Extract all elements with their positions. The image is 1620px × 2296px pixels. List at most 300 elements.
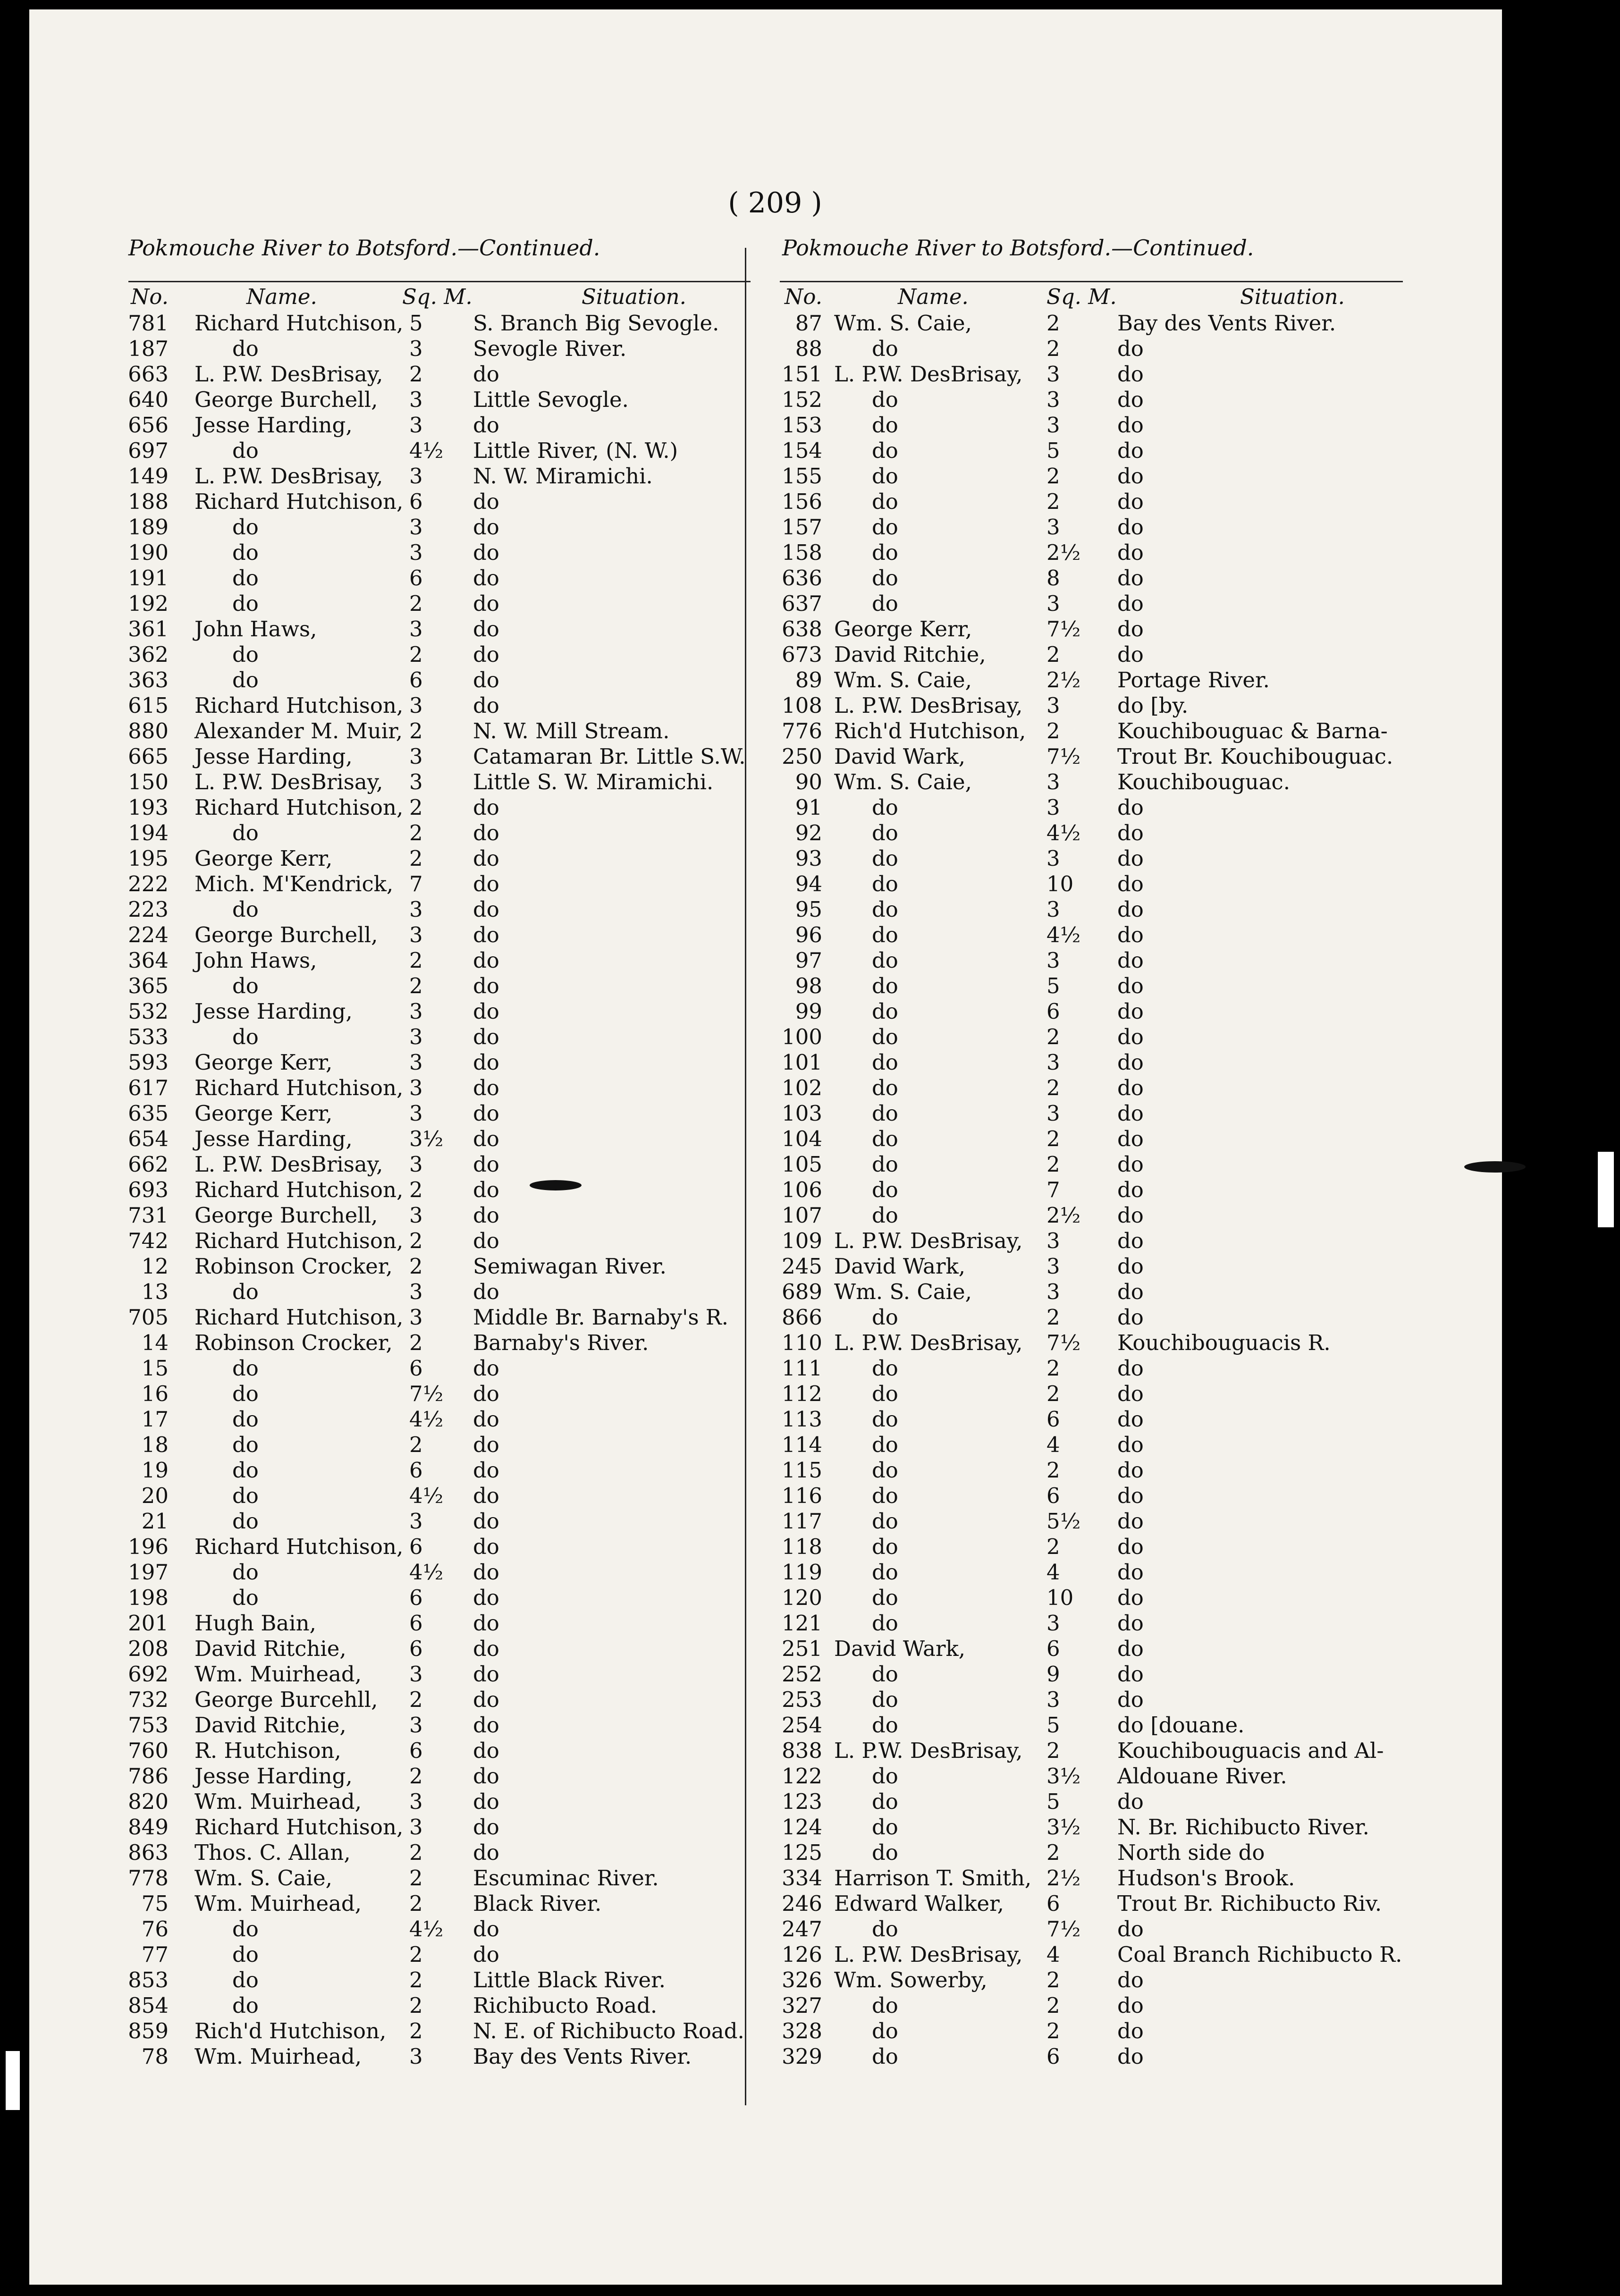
lot-number: 640 (128, 387, 169, 412)
table-row (91, 1916, 742, 1942)
square-miles: 6 (1046, 1636, 1060, 1661)
lot-number: 20 (141, 1483, 169, 1508)
table-row (91, 1024, 742, 1050)
table-row (91, 1050, 742, 1075)
square-miles: 3 (409, 744, 423, 769)
lot-number: 187 (128, 336, 169, 361)
square-miles: 3 (1046, 591, 1060, 616)
situation: do (1117, 1024, 1144, 1049)
grantee-name: Alexander M. Muir, (194, 718, 403, 743)
table-row (91, 846, 742, 871)
table-row (91, 336, 742, 362)
lot-number: 88 (795, 336, 822, 361)
situation: do (473, 1075, 499, 1100)
grantee-name: Richard Hutchison, (194, 693, 404, 718)
lot-number: 122 (782, 1764, 822, 1789)
situation: do (473, 1050, 499, 1075)
square-miles: 7 (409, 871, 423, 896)
table-row (91, 566, 742, 591)
table-row (744, 616, 1438, 642)
grantee-name: Wm. Muirhead, (194, 2044, 362, 2069)
situation: N. E. of Richibucto Road. (473, 2018, 744, 2043)
lot-number: 863 (128, 1840, 169, 1865)
header-situation: Situation. (1240, 284, 1345, 309)
square-miles: 3 (409, 1101, 423, 1126)
grantee-name: do (232, 1967, 259, 1992)
grantee-name: David Ritchie, (834, 642, 986, 667)
table-row (744, 1305, 1438, 1330)
grantee-name: do (872, 897, 898, 922)
square-miles: 2 (1046, 1075, 1060, 1100)
situation: Little Black River. (473, 1967, 666, 1992)
situation: do (473, 846, 499, 871)
situation: do (473, 616, 499, 642)
situation: do (1117, 438, 1144, 463)
table-row (91, 438, 742, 464)
square-miles: 2 (1046, 642, 1060, 667)
situation: Sevogle River. (473, 336, 627, 361)
table-row (91, 973, 742, 999)
grantee-name: do (872, 1509, 898, 1534)
square-miles: 9 (1046, 1662, 1060, 1687)
situation: do (1117, 1177, 1144, 1202)
lot-number: 101 (782, 1050, 822, 1075)
table-row (744, 1432, 1438, 1458)
lot-number: 93 (795, 846, 822, 871)
table-row (91, 1738, 742, 1764)
situation: do (1117, 1636, 1144, 1661)
table-row (91, 718, 742, 744)
situation: do (1117, 413, 1144, 438)
lot-number: 705 (128, 1305, 169, 1330)
situation: do (1117, 1483, 1144, 1508)
table-row (744, 387, 1438, 413)
square-miles: 2 (409, 1993, 423, 2018)
table-row (91, 489, 742, 515)
grantee-name: George Kerr, (194, 1050, 333, 1075)
situation: do (473, 973, 499, 998)
grantee-name: L. P.W. DesBrisay, (194, 464, 383, 489)
table-row (91, 2044, 742, 2069)
lot-number: 635 (128, 1101, 169, 1126)
lot-number: 89 (795, 667, 822, 692)
situation: do (1117, 1585, 1144, 1610)
situation: do (1117, 616, 1144, 642)
square-miles: 3 (1046, 1228, 1060, 1253)
grantee-name: Rich'd Hutchison, (834, 718, 1026, 743)
grantee-name: do (872, 1381, 898, 1406)
lot-number: 120 (782, 1585, 822, 1610)
square-miles: 2 (1046, 1152, 1060, 1177)
table-row (744, 1101, 1438, 1126)
table-row (91, 1789, 742, 1815)
square-miles: 4½ (409, 1483, 444, 1508)
square-miles: 3 (1046, 1254, 1060, 1279)
lot-number: 157 (782, 515, 822, 540)
grantee-name: L. P.W. DesBrisay, (834, 1330, 1023, 1355)
square-miles: 3½ (1046, 1815, 1081, 1840)
lot-number: 96 (795, 922, 822, 947)
grantee-name: Wm. S. Caie, (834, 667, 972, 692)
situation: do (1117, 1381, 1144, 1406)
grantee-name: do (872, 1126, 898, 1151)
grantee-name: do (872, 948, 898, 973)
grantee-name: L. P.W. DesBrisay, (834, 693, 1023, 718)
table-row (91, 515, 742, 540)
table-row (91, 1611, 742, 1636)
table-row (744, 769, 1438, 795)
lot-number: 778 (128, 1866, 169, 1891)
lot-number: 697 (128, 438, 169, 463)
square-miles: 6 (409, 1534, 423, 1559)
square-miles: 2 (409, 1254, 423, 1279)
lot-number: 753 (128, 1713, 169, 1738)
table-row (91, 744, 746, 769)
lot-number: 119 (782, 1560, 822, 1585)
lot-number: 692 (128, 1662, 169, 1687)
square-miles: 5 (1046, 973, 1060, 998)
lot-number: 254 (782, 1713, 822, 1738)
situation: do [douane. (1117, 1713, 1245, 1738)
lot-number: 329 (782, 2044, 822, 2069)
lot-number: 94 (795, 871, 822, 896)
table-row (744, 1050, 1438, 1075)
grantee-name: do (872, 515, 898, 540)
lot-number: 361 (128, 616, 169, 642)
square-miles: 3 (409, 616, 423, 642)
square-miles: 4½ (409, 1916, 444, 1941)
grantee-name: do (872, 2044, 898, 2069)
grantee-name: Richard Hutchison, (194, 795, 404, 820)
situation: do (473, 1177, 499, 1202)
table-row (744, 667, 1438, 693)
square-miles: 2 (409, 1764, 423, 1789)
square-miles: 3 (1046, 693, 1060, 718)
grantee-name: Harrison T. Smith, (834, 1866, 1032, 1891)
grantee-name: Richard Hutchison, (194, 1177, 404, 1202)
lot-number: 615 (128, 693, 169, 718)
situation: do (473, 1815, 499, 1840)
grantee-name: Hugh Bain, (194, 1611, 316, 1636)
situation: do (1117, 871, 1144, 896)
square-miles: 3 (409, 922, 423, 947)
table-row (744, 718, 1438, 744)
situation: do (1117, 387, 1144, 412)
situation: Richibucto Road. (473, 1993, 658, 2018)
table-row (91, 311, 742, 336)
situation: do (473, 1738, 499, 1763)
lot-number: 156 (782, 489, 822, 514)
square-miles: 3 (1046, 1687, 1060, 1712)
lot-number: 693 (128, 1177, 169, 1202)
situation: Kouchibouguacis R. (1117, 1330, 1331, 1355)
situation: do (473, 820, 499, 845)
grantee-name: Wm. S. Caie, (834, 769, 972, 794)
square-miles: 3 (409, 1509, 423, 1534)
table-row (91, 897, 742, 922)
lot-number: 201 (128, 1611, 169, 1636)
square-miles: 2 (409, 973, 423, 998)
situation: do (473, 1534, 499, 1559)
lot-number: 149 (128, 464, 169, 489)
grantee-name: do (872, 1611, 898, 1636)
table-row (744, 2018, 1438, 2044)
grantee-name: do (872, 336, 898, 361)
lot-number: 245 (782, 1254, 822, 1279)
grantee-name: David Wark, (834, 1636, 966, 1661)
square-miles: 3 (409, 1815, 423, 1840)
square-miles: 3 (409, 693, 423, 718)
grantee-name: L. P.W. DesBrisay, (194, 1152, 383, 1177)
grantee-name: Wm. S. Caie, (834, 1279, 972, 1304)
table-row (91, 871, 742, 897)
lot-number: 665 (128, 744, 169, 769)
situation: do (1117, 1126, 1144, 1151)
square-miles: 2 (1046, 2018, 1060, 2043)
square-miles: 3 (409, 540, 423, 565)
situation: N. W. Mill Stream. (473, 718, 670, 743)
lot-number: 328 (782, 2018, 822, 2043)
table-row (744, 1075, 1438, 1101)
square-miles: 3 (409, 336, 423, 361)
lot-number: 223 (128, 897, 169, 922)
table-row (91, 1866, 742, 1891)
square-miles: 6 (1046, 999, 1060, 1024)
grantee-name: Richard Hutchison, (194, 489, 404, 514)
situation: do (1117, 336, 1144, 361)
grantee-name: do (872, 922, 898, 947)
grantee-name: Richard Hutchison, (194, 1075, 404, 1100)
square-miles: 3 (1046, 413, 1060, 438)
square-miles: 3 (409, 769, 423, 794)
situation: do (1117, 540, 1144, 565)
square-miles: 3 (409, 2044, 423, 2069)
situation: do (473, 413, 499, 438)
grantee-name: George Kerr, (834, 616, 972, 642)
square-miles: 2 (409, 2018, 423, 2043)
grantee-name: do (232, 1279, 259, 1304)
lot-number: 107 (782, 1203, 822, 1228)
table-row (744, 922, 1438, 948)
situation: Middle Br. Barnaby's R. (473, 1305, 729, 1330)
table-row (744, 362, 1438, 387)
grantee-name: Jesse Harding, (194, 413, 353, 438)
grantee-name: do (232, 1483, 259, 1508)
situation: do (473, 540, 499, 565)
grantee-name: do (872, 540, 898, 565)
square-miles: 6 (409, 1611, 423, 1636)
square-miles: 4½ (1046, 820, 1081, 845)
grantee-name: Wm. Muirhead, (194, 1891, 362, 1916)
square-miles: 3 (409, 999, 423, 1024)
lot-number: 760 (128, 1738, 169, 1763)
left-table (91, 284, 746, 2069)
situation: do (1117, 1279, 1144, 1304)
grantee-name: do (872, 1764, 898, 1789)
table-row (744, 973, 1438, 999)
situation: do (473, 897, 499, 922)
table-row (91, 820, 742, 846)
lot-number: 125 (782, 1840, 822, 1865)
grantee-name: do (232, 566, 259, 591)
table-row (91, 387, 742, 413)
lot-number: 108 (782, 693, 822, 718)
square-miles: 3 (1046, 1101, 1060, 1126)
situation: do (1117, 1254, 1144, 1279)
table-row (744, 1687, 1438, 1713)
lot-number: 364 (128, 948, 169, 973)
table-row (744, 795, 1438, 820)
table-row (91, 1203, 742, 1228)
grantee-name: do (872, 1101, 898, 1126)
lot-number: 97 (795, 948, 822, 973)
situation: do (1117, 1509, 1144, 1534)
situation: do (473, 1560, 499, 1585)
lot-number: 363 (128, 667, 169, 692)
grantee-name: do (872, 1305, 898, 1330)
page-edge-tab (6, 2051, 20, 2110)
situation: do (1117, 1305, 1144, 1330)
square-miles: 3 (1046, 1279, 1060, 1304)
grantee-name: Richard Hutchison, (194, 1815, 404, 1840)
table-row (91, 591, 742, 616)
lot-number: 786 (128, 1764, 169, 1789)
situation: Coal Branch Richibucto R. (1117, 1942, 1402, 1967)
situation: do (1117, 464, 1144, 489)
situation: do (1117, 591, 1144, 616)
table-row (744, 1916, 1438, 1942)
lot-number: 362 (128, 642, 169, 667)
square-miles: 4½ (409, 438, 444, 463)
situation: do (1117, 999, 1144, 1024)
square-miles: 2 (1046, 1534, 1060, 1559)
situation: do (1117, 1407, 1144, 1432)
lot-number: 113 (782, 1407, 822, 1432)
situation: do (1117, 973, 1144, 998)
grantee-name: Wm. Sowerby, (834, 1967, 987, 1992)
grantee-name: do (872, 1458, 898, 1483)
grantee-name: do (872, 591, 898, 616)
grantee-name: do (872, 1815, 898, 1840)
situation: do (1117, 1967, 1144, 1992)
situation: do (473, 1509, 499, 1534)
table-row (744, 1611, 1438, 1636)
left-header-rule (128, 281, 751, 282)
square-miles: 2 (409, 362, 423, 387)
table-row (744, 1993, 1438, 2018)
square-miles: 2 (409, 1840, 423, 1865)
table-row (744, 846, 1438, 871)
situation: do (1117, 1432, 1144, 1457)
lot-number: 365 (128, 973, 169, 998)
square-miles: 4½ (409, 1407, 444, 1432)
square-miles: 10 (1046, 1585, 1074, 1610)
square-miles: 3 (1046, 897, 1060, 922)
situation: do (473, 1713, 499, 1738)
situation: do (1117, 1560, 1144, 1585)
grantee-name: do (872, 1687, 898, 1712)
square-miles: 3 (409, 1279, 423, 1304)
lot-number: 151 (782, 362, 822, 387)
table-row (91, 1458, 742, 1483)
header-situation: Situation. (582, 284, 686, 309)
table-row (91, 922, 742, 948)
lot-number: 103 (782, 1101, 822, 1126)
table-row (91, 1356, 742, 1381)
square-miles: 7½ (1046, 744, 1081, 769)
square-miles: 3½ (409, 1126, 444, 1151)
lot-number: 123 (782, 1789, 822, 1814)
square-miles: 3 (409, 515, 423, 540)
square-miles: 2 (409, 718, 423, 743)
situation: do (473, 1126, 499, 1151)
situation: do (1117, 362, 1144, 387)
square-miles: 4½ (1046, 922, 1081, 947)
grantee-name: do (872, 1407, 898, 1432)
lot-number: 154 (782, 438, 822, 463)
square-miles: 6 (409, 489, 423, 514)
lot-number: 152 (782, 387, 822, 412)
lot-number: 100 (782, 1024, 822, 1049)
table-row (91, 1228, 742, 1254)
grantee-name: do (232, 897, 259, 922)
square-miles: 2 (409, 1942, 423, 1967)
table-row (91, 1305, 742, 1330)
situation: do (1117, 1458, 1144, 1483)
lot-number: 109 (782, 1228, 822, 1253)
situation: do (473, 1381, 499, 1406)
grantee-name: do (872, 1916, 898, 1941)
square-miles: 7½ (1046, 1330, 1081, 1355)
lot-number: 192 (128, 591, 169, 616)
square-miles: 3 (1046, 948, 1060, 973)
situation: do (1117, 922, 1144, 947)
left-rows (91, 311, 746, 2069)
table-row (744, 540, 1438, 566)
grantee-name: R. Hutchison, (194, 1738, 341, 1763)
table-row (744, 1636, 1438, 1662)
grantee-name: Jesse Harding, (194, 1126, 353, 1151)
grantee-name: do (872, 1432, 898, 1457)
table-row (744, 642, 1438, 667)
table-row (91, 616, 742, 642)
square-miles: 10 (1046, 871, 1074, 896)
situation: do (473, 1203, 499, 1228)
situation: North side do (1117, 1840, 1265, 1865)
grantee-name: George Kerr, (194, 846, 333, 871)
situation: do (1117, 2044, 1144, 2069)
situation: do (473, 1840, 499, 1865)
situation: Black River. (473, 1891, 602, 1916)
table-row (91, 999, 742, 1024)
lot-number: 106 (782, 1177, 822, 1202)
square-miles: 3 (409, 1050, 423, 1075)
situation: do (473, 693, 499, 718)
situation: do (1117, 1203, 1144, 1228)
page-edge-tab (1598, 1152, 1614, 1227)
situation: Little River, (N. W.) (473, 438, 678, 463)
lot-number: 153 (782, 413, 822, 438)
lot-number: 110 (782, 1330, 822, 1355)
table-row (744, 1866, 1438, 1891)
table-row (744, 1891, 1438, 1916)
table-row (91, 1101, 742, 1126)
lot-number: 224 (128, 922, 169, 947)
grantee-name: Richard Hutchison, (194, 1228, 404, 1253)
lot-number: 191 (128, 566, 169, 591)
table-row (91, 1279, 742, 1305)
square-miles: 5 (1046, 1789, 1060, 1814)
